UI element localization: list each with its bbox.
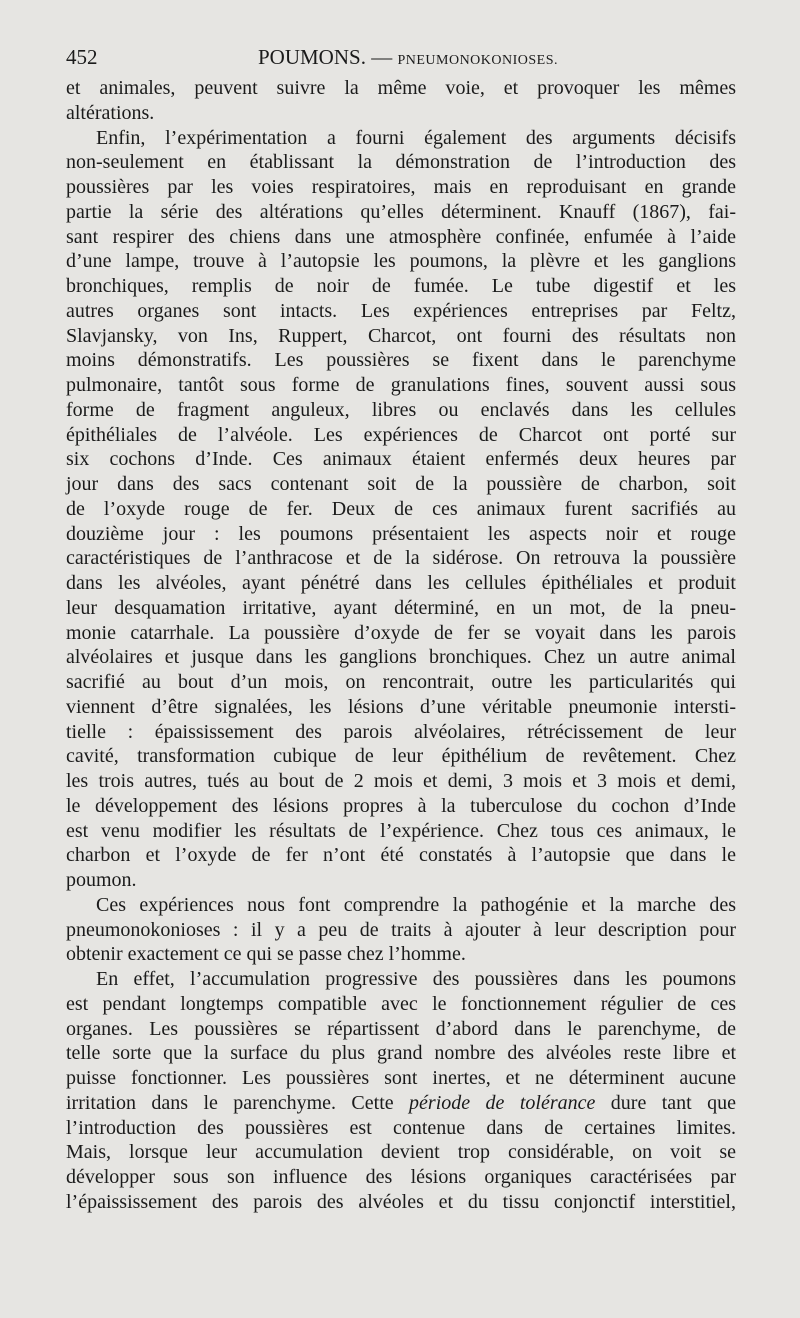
running-title-sub: PNEUMONOKONIOSES. <box>397 53 559 68</box>
text-line: Enfin, l’expérimentation a fourni également des arguments décisifs <box>96 126 736 149</box>
text-line: dans les alvéoles, ayant pénétré dans les cellules épithéliales et produit <box>66 572 736 594</box>
text-line: viennent d’être signalées, les lésions d’une véritable pneumonie intersti- <box>66 695 736 718</box>
page-number: 452 <box>66 45 98 69</box>
text-line: jour dans des sacs contenant soit de la poussière de charbon, soit <box>66 473 736 495</box>
text-line: les trois autres, tués au bout de 2 mois et demi, 3 mois et 3 mois et demi, <box>66 770 736 792</box>
running-title-dash: — <box>365 45 398 69</box>
running-title-main: POUMONS. <box>258 45 366 69</box>
text-line: tielle : épaississement des parois alvéolaires, rétrécissement de leur <box>66 720 736 743</box>
text-line: l’épaississement des parois des alvéoles et du tissu conjonctif interstitiel, <box>66 1190 736 1213</box>
text-line: moins démonstratifs. Les poussières se fixent dans le parenchyme <box>66 349 736 372</box>
text-line: organes. Les poussières se répartissent d’abord dans le parenchyme, de <box>66 1017 736 1040</box>
text-line: sant respirer des chiens dans une atmosphère confinée, enfumée à l’aide <box>66 225 736 248</box>
text-line: sacrifié au bout d’un mois, on rencontrait, outre les particularités qui <box>66 671 736 693</box>
text-line: l’introduction des poussières est contenue dans de certaines limites. <box>66 1116 736 1139</box>
italic-term: période de tolérance <box>409 1091 596 1114</box>
text-line: Ces expériences nous font comprendre la pathogénie et la marche des <box>96 893 736 916</box>
text-line: Slavjansky, von Ins, Ruppert, Charcot, ont fourni des résultats non <box>66 324 736 347</box>
text-line: partie la série des altérations qu’elles déterminent. Knauff (1867), fai- <box>66 200 736 223</box>
text-line: non-seulement en établissant la démonstration de l’introduction des <box>66 151 736 174</box>
page-header <box>66 42 736 72</box>
text-segment: irritation dans le parenchyme. Cette <box>66 1091 410 1114</box>
text-line: douzième jour : les poumons présentaient les aspects noir et rouge <box>66 522 736 545</box>
running-title <box>258 42 558 76</box>
text-line: cavité, transformation cubique de leur épithélium de revêtement. Chez <box>66 745 736 768</box>
text-line: autres organes sont intacts. Les expériences entreprises par Feltz, <box>66 299 736 322</box>
text-line: obtenir exactement ce qui se passe chez l’homme. <box>66 943 466 966</box>
text-line: poussières par les voies respiratoires, mais en reproduisant en grande <box>66 176 736 198</box>
text-line: leur desquamation irritative, ayant déterminé, en un mot, de la pneu- <box>66 596 736 619</box>
text-line: pneumonokonioses : il y a peu de traits à ajouter à leur description pour <box>66 918 736 941</box>
text-line: En effet, l’accumulation progressive des poussières dans les poumons <box>96 968 736 990</box>
text-line: puisse fonctionner. Les poussières sont inertes, et ne déterminent aucune <box>66 1067 736 1089</box>
text-line: charbon et l’oxyde de fer n’ont été constatés à l’autopsie que dans le <box>66 844 736 867</box>
text-line: de l’oxyde rouge de fer. Deux de ces animaux furent sacrifiés au <box>66 497 736 520</box>
text-line: épithéliales de l’alvéole. Les expériences de Charcot ont porté sur <box>66 423 736 446</box>
text-line: caractéristiques de l’anthracose et de la sidérose. On retrouva la poussière <box>66 547 736 570</box>
text-line: altérations. <box>66 101 155 124</box>
text-line: forme de fragment anguleux, libres ou enclavés dans les cellules <box>66 398 736 421</box>
text-line: bronchiques, remplis de noir de fumée. Le tube digestif et les <box>66 275 736 297</box>
text-line: est venu modifier les résultats de l’expérience. Chez tous ces animaux, le <box>66 819 736 842</box>
text-line: et animales, peuvent suivre la même voie, et provoquer les mêmes <box>66 77 736 99</box>
text-line: telle sorte que la surface du plus grand nombre des alvéoles reste libre et <box>66 1042 736 1065</box>
text-segment: dure tant que <box>595 1091 737 1114</box>
text-line: poumon. <box>66 869 137 891</box>
text-line: alvéolaires et jusque dans les ganglions bronchiques. Chez un autre animal <box>66 646 736 669</box>
text-line: d’une lampe, trouve à l’autopsie les poumons, la plèvre et les ganglions <box>66 250 736 273</box>
text-line: est pendant longtemps compatible avec le fonctionnement régulier de ces <box>66 992 736 1015</box>
text-line: le développement des lésions propres à la tuberculose du cochon d’Inde <box>66 794 736 817</box>
text-line: pulmonaire, tantôt sous forme de granulations fines, souvent aussi sous <box>66 374 736 396</box>
text-line: Mais, lorsque leur accumulation devient trop considérable, on voit se <box>66 1141 736 1164</box>
text-line: développer sous son influence des lésions organiques caractérisées par <box>66 1166 736 1188</box>
page-body <box>66 76 736 1215</box>
text-line: six cochons d’Inde. Ces animaux étaient enfermés deux heures par <box>66 448 736 471</box>
text-line-with-italic <box>66 1091 736 1116</box>
text-line: monie catarrhale. La poussière d’oxyde de fer se voyait dans les parois <box>66 621 736 644</box>
